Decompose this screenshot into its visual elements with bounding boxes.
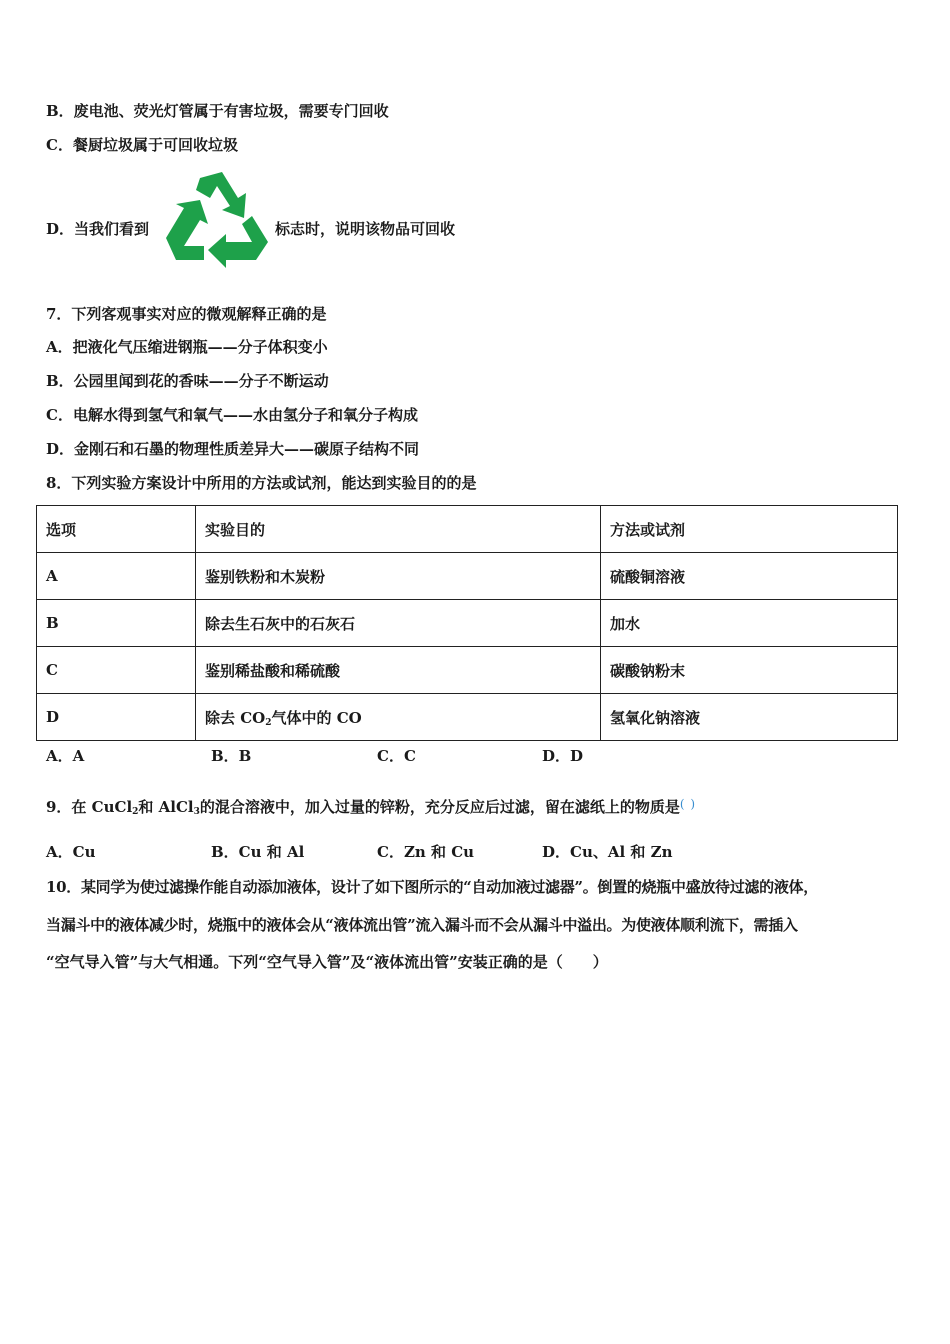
- q9-answer-options: [46, 842, 746, 862]
- q10-stem-line-3: “空气导入管”与大气相通。下列“空气导入管”及“液体流出管”安装正确的是（ ）: [46, 953, 608, 971]
- table-header-cell: 方法或试剂: [601, 506, 898, 553]
- purpose-text: 气体中的 CO: [271, 708, 362, 727]
- q8-stem: 8．下列实验方案设计中所用的方法或试剂，能达到实验目的的是: [46, 474, 477, 492]
- q9-answer-b: B．Cu 和 Al: [211, 843, 305, 861]
- q10-stem-line-2: 当漏斗中的液体减少时，烧瓶中的液体会从“液体流出管”流入漏斗而不会从漏斗中溢出。为使液体顺利流下，需插入: [46, 916, 798, 934]
- table-row: [37, 600, 898, 647]
- table-cell-option: A: [37, 553, 196, 600]
- table-cell-option: D: [37, 694, 196, 741]
- q7-option-a: A．把液化气压缩进钢瓶——分子体积变小: [46, 338, 328, 356]
- table-header-row: [37, 506, 898, 553]
- table-cell-purpose: [196, 694, 601, 741]
- q10-stem-line-1: 10．某同学为使过滤操作能自动添加液体，设计了如下图所示的“自动加液过滤器”。倒置的烧瓶中盛放待过滤的液体，: [46, 878, 818, 896]
- subscript: 2: [132, 807, 139, 817]
- q8-answer-d: D．D: [542, 747, 584, 765]
- q9-answer-d: D．Cu、Al 和 Zn: [542, 843, 673, 861]
- q7-option-b: B．公园里闻到花的香味——分子不断运动: [46, 372, 329, 390]
- table-cell-purpose: 除去生石灰中的石灰石: [196, 600, 601, 647]
- table-cell-purpose: 鉴别稀盐酸和稀硫酸: [196, 647, 601, 694]
- recycle-icon: [160, 168, 275, 268]
- answer-bracket: ( ): [679, 797, 697, 811]
- q6-option-d: [46, 219, 149, 239]
- q8-table: [36, 505, 898, 741]
- table-cell-method: 碳酸钠粉末: [601, 647, 898, 694]
- q8-answer-c: C．C: [377, 747, 416, 765]
- q7-stem: 7．下列客观事实对应的微观解释正确的是: [46, 305, 327, 323]
- table-row: [37, 647, 898, 694]
- table-cell-method: 加水: [601, 600, 898, 647]
- q8-answer-options: [46, 746, 746, 766]
- q6-option-d-prefix: D．当我们看到: [46, 220, 150, 238]
- q9-stem-text: 和 AlCl: [138, 798, 194, 816]
- q9-answer-a: A．Cu: [46, 843, 96, 861]
- q7-option-c: C．电解水得到氢气和氧气——水由氢分子和氧分子构成: [46, 406, 418, 424]
- purpose-text: 除去 CO: [205, 708, 266, 727]
- table-header-cell: 选项: [37, 506, 196, 553]
- table-cell-option: C: [37, 647, 196, 694]
- q6-option-c: C．餐厨垃圾属于可回收垃圾: [46, 136, 238, 154]
- q9-stem-text: 9．在 CuCl: [46, 798, 133, 816]
- subscript: 3: [193, 807, 200, 817]
- table-cell-purpose: 鉴别铁粉和木炭粉: [196, 553, 601, 600]
- q9-stem: [46, 794, 696, 817]
- table-row: [37, 553, 898, 600]
- q9-stem-text: 的混合溶液中，加入过量的锌粉，充分反应后过滤，留在滤纸上的物质是: [199, 798, 680, 816]
- q9-answer-c: C．Zn 和 Cu: [377, 843, 475, 861]
- table-cell-option: B: [37, 600, 196, 647]
- table-header-cell: 实验目的: [196, 506, 601, 553]
- q6-option-b: B．废电池、荧光灯管属于有害垃圾，需要专门回收: [46, 102, 389, 120]
- table-row: [37, 694, 898, 741]
- q8-answer-b: B．B: [211, 747, 252, 765]
- q6-option-d-suffix: 标志时，说明该物品可回收: [275, 220, 456, 238]
- q8-answer-a: A．A: [46, 747, 85, 765]
- table-cell-method: 硫酸铜溶液: [601, 553, 898, 600]
- q7-option-d: D．金刚石和石墨的物理性质差异大——碳原子结构不同: [46, 440, 420, 458]
- table-cell-method: 氢氧化钠溶液: [601, 694, 898, 741]
- subscript: 2: [265, 717, 272, 728]
